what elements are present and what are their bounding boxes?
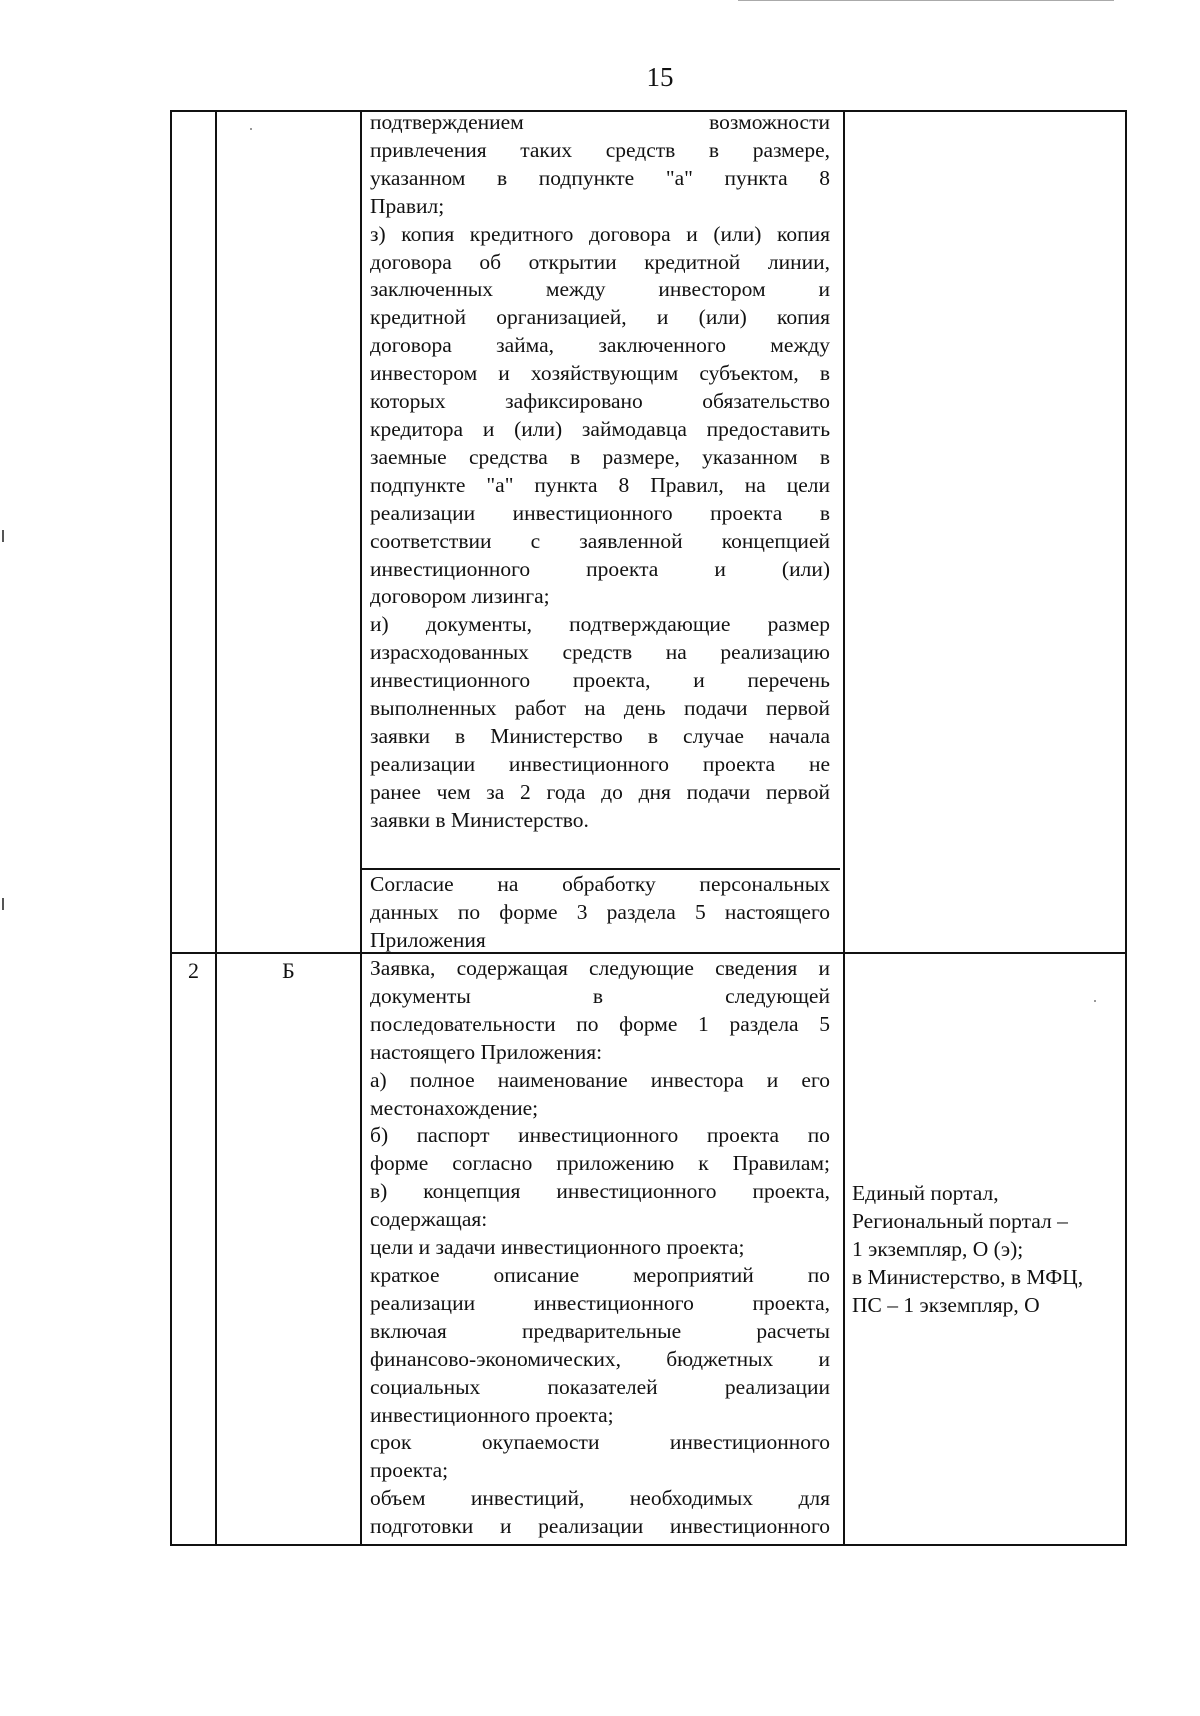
text-line: и) документы, подтверждающие размер [370, 612, 830, 637]
text-line: форме согласно приложению к Правилам; [370, 1151, 830, 1176]
text-line: заявки в Министерство в случае начала [370, 723, 830, 748]
scan-dot [250, 128, 252, 130]
table-cell-divider [360, 868, 840, 870]
row2-documents-cell [370, 955, 830, 1541]
scan-edge-mark [2, 898, 4, 910]
text-line: последовательности по форме 1 раздела 5 [370, 1011, 830, 1036]
text-line: проекта; [370, 1458, 449, 1483]
text-line: выполненных работ на день подачи первой [370, 696, 830, 721]
consent-cell [370, 871, 830, 955]
text-line: Приложения [370, 927, 486, 952]
text-line: краткое описание мероприятий по [370, 1262, 830, 1287]
text-line: кредитора и (или) займодавца предоставить [370, 416, 830, 441]
text-line: цели и задачи инвестиционного проекта; [370, 1235, 745, 1260]
page-number: 15 [646, 62, 674, 92]
text-line: реализации инвестиционного проекта в [370, 500, 830, 525]
text-line: Региональный портал – [852, 1208, 1068, 1233]
scan-dot [1094, 1000, 1096, 1002]
text-line: ПС – 1 экземпляр, О [852, 1292, 1040, 1317]
text-line: подтверждением возможности [370, 110, 830, 134]
row2-submission-cell [852, 1180, 1122, 1320]
requirements-table [170, 110, 1127, 1546]
text-line: финансово-экономических, бюджетных и [370, 1346, 830, 1371]
text-line: в) концепция инвестиционного проекта, [370, 1179, 830, 1204]
text-line: реализации инвестиционного проекта не [370, 751, 830, 776]
text-line: инвестиционного проекта и (или) [370, 556, 830, 581]
text-line: инвестором и хозяйствующим субъектом, в [370, 361, 830, 386]
text-line: реализации инвестиционного проекта, [370, 1290, 830, 1315]
text-line: включая предварительные расчеты [370, 1318, 830, 1343]
text-line: Заявка, содержащая следующие сведения и [370, 956, 830, 980]
scan-top-line [738, 0, 1114, 1]
text-line: в Министерство, в МФЦ, [852, 1264, 1084, 1289]
text-line: ранее чем за 2 года до дня подачи первой [370, 779, 830, 804]
text-line: инвестиционного проекта, и перечень [370, 668, 830, 693]
text-line: социальных показателей реализации [370, 1374, 830, 1399]
text-line: Единый портал, [852, 1181, 999, 1205]
text-line: инвестиционного проекта; [370, 1402, 614, 1427]
text-line: б) паспорт инвестиционного проекта по [370, 1123, 830, 1148]
text-line: настоящего Приложения: [370, 1039, 603, 1064]
text-line: заключенных между инвестором и [370, 277, 830, 302]
text-line: а) полное наименование инвестора и его [370, 1067, 830, 1092]
text-line: срок окупаемости инвестиционного [370, 1430, 830, 1455]
row1-documents-cell [370, 109, 830, 835]
text-line: данных по форме 3 раздела 5 настоящего [370, 899, 830, 924]
row2-category: Б [282, 958, 295, 983]
text-line: подпункте "а" пункта 8 Правил, на цели [370, 472, 830, 497]
text-line: Согласие на обработку персональных [370, 872, 830, 896]
text-line: которых зафиксировано обязательство [370, 389, 830, 414]
text-line: подготовки и реализации инвестиционного [370, 1514, 830, 1539]
text-line: документы в следующей [370, 983, 830, 1008]
text-line: з) копия кредитного договора и (или) копия [370, 221, 830, 246]
text-line: Правил; [370, 193, 445, 218]
table-column-divider [215, 112, 217, 1544]
text-line: договора займа, заключенного между [370, 333, 830, 358]
text-line: израсходованных средств на реализацию [370, 640, 830, 665]
table-column-divider [360, 112, 362, 1544]
text-line: заявки в Министерство. [370, 807, 589, 832]
scan-edge-mark [2, 530, 4, 542]
text-line: местонахождение; [370, 1095, 539, 1120]
row2-number: 2 [188, 958, 199, 983]
text-line: содержащая: [370, 1207, 488, 1232]
text-line: договора об открытии кредитной линии, [370, 249, 830, 274]
text-line: 1 экземпляр, О (э); [852, 1236, 1024, 1261]
text-line: указанном в подпункте "а" пункта 8 [370, 165, 830, 190]
text-line: привлечения таких средств в размере, [370, 137, 830, 162]
text-line: договором лизинга; [370, 584, 550, 609]
table-column-divider [843, 112, 845, 1544]
text-line: объем инвестиций, необходимых для [370, 1486, 830, 1511]
text-line: соответствии с заявленной концепцией [370, 528, 830, 553]
text-line: кредитной организацией, и (или) копия [370, 305, 830, 330]
text-line: заемные средства в размере, указанном в [370, 444, 830, 469]
